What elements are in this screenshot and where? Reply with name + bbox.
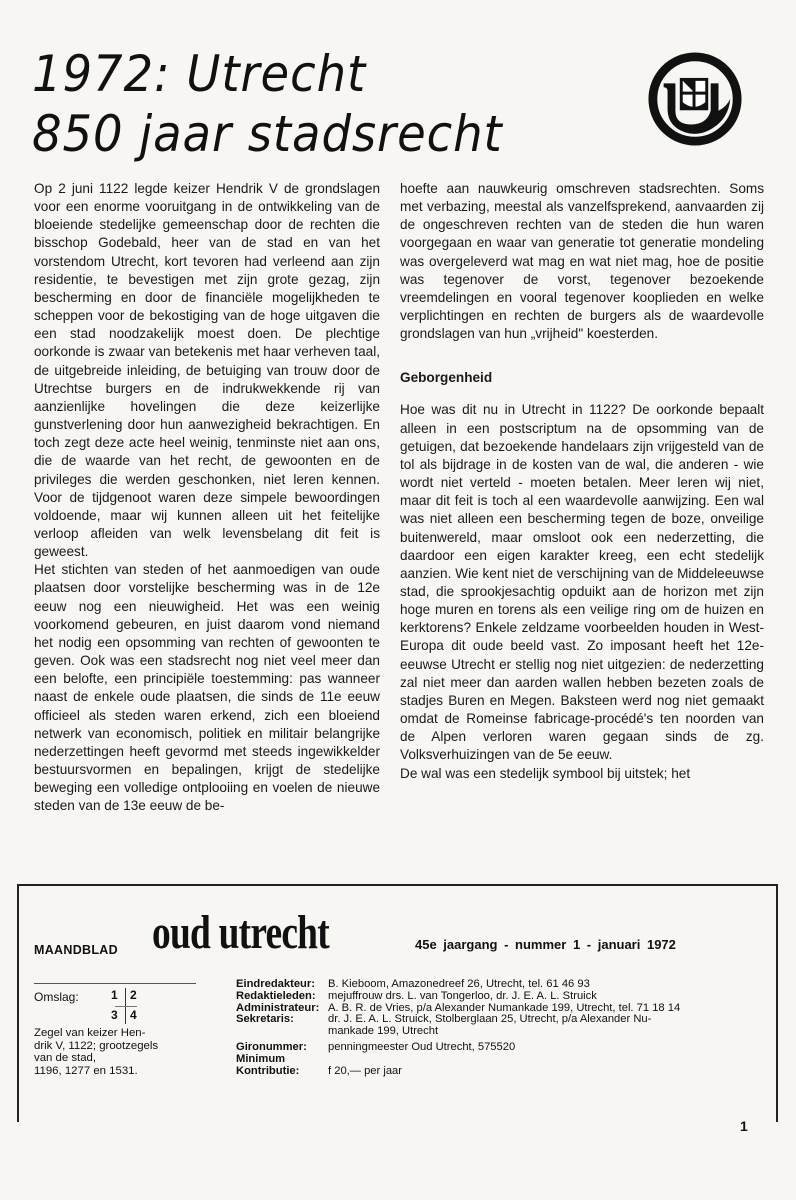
cover-grid-cell: 3 xyxy=(111,1008,118,1022)
caption-line: van de stad, xyxy=(34,1052,97,1064)
colophon-key: Redaktieleden: xyxy=(236,989,316,1002)
cover-grid-cell: 4 xyxy=(130,1008,137,1022)
caption-line: 1196, 1277 en 1531. xyxy=(34,1064,138,1077)
colophon xyxy=(236,979,778,1077)
colophon-value: dr. J. E. A. L. Struick, Stolberglaan 25, Utrecht, p/a Alexander Nu- xyxy=(328,1013,652,1026)
page-title xyxy=(32,44,503,164)
colophon-value: mankade 199, Utrecht xyxy=(328,1025,439,1038)
title-line-1: 1972: Utrecht xyxy=(32,45,367,103)
colophon-row xyxy=(236,1054,778,1066)
page-number: 1 xyxy=(740,1118,748,1134)
article-paragraph: Op 2 juni 1122 legde keizer Hendrik V de grondslagen voor een enorme vooruitgang in de ontwikkeling van de bloeiende stedelijke gemeenschap door de rechten die bisschop Godebald, heer van de stad en van het vorstendom Utrecht, kort tevoren had verleend aan zijn residentie, te bevestigen met zijn grote gezag, zijn bescherming en door de financiële mogelijkheden te scheppen voor de bekostiging van de hoge uitgaven die een stad noodzakelijk moest doen. De plechtige oorkonde is zwaar van betekenis met haar verheven taal, de uitgebreide inleiding, de betuiging van trouw door de Utrechtse burgers en de indrukwekkende rij van aanzienlijke hovelingen die deze keizerlijke gunstverlening door hun aanwezigheid bekrachtigen. En toch zegt deze acte heel weinig, tenminste niet aan ons, die de waarde van het recht, de gewoonten en de privileges die werden geschonken, niet leren kennen. Voor de tijdgenoot waren deze simpele bewoordingen voldoende, maar wij kunnen alleen uit het feitelijke verloop afleiden van welk levensbelang dit feit is geweest. xyxy=(34,181,380,560)
colophon-key: Administrateur: xyxy=(236,1001,320,1014)
colophon-key: Minimum xyxy=(236,1052,286,1065)
masthead-prefix: MAANDBLAD xyxy=(34,943,118,957)
section-heading: Geborgenheid xyxy=(400,370,493,386)
article-paragraph: Het stichten van steden of het aanmoedigen van oude plaatsen door vorstelijke bescherming was in de 12e eeuw nog een nieuwigheid. Het was een weinig voorkomend gebeuren, en juist daarom vond niemand het nodig een opsomming van rechten of gewoonten te geven. Ook was een stadsrecht nog niet veel meer dan een belofte, een principiële toestemming: pas wanneer naast de enkele oude plaatsen, die sinds de 11e eeuw officieel als steden waren erkend, zich een bloeiend netwerk van economisch, politiek en militair belangrijke nederzettingen heeft gevormd met steeds ingewikkelder bestuursvormen en bepalingen, krijgt de stedelijke beweging een volledige ontplooiing en voelen de nieuwe steden van de 13e eeuw de be- xyxy=(34,562,380,814)
colophon-value: B. Kieboom, Amazonedreef 26, Utrecht, tel. 61 46 93 xyxy=(328,978,590,990)
oud-utrecht-emblem-icon xyxy=(646,50,744,148)
article-column-left xyxy=(34,180,380,815)
cover-grid-cell: 2 xyxy=(130,988,137,1002)
colophon-value: penningmeester Oud Utrecht, 575520 xyxy=(328,1040,516,1053)
colophon-key xyxy=(236,1026,328,1038)
colophon-row xyxy=(236,1042,778,1054)
colophon-row xyxy=(236,1066,778,1078)
cover-grid xyxy=(107,988,147,1024)
grid-divider xyxy=(115,1006,137,1007)
colophon-row xyxy=(236,1014,778,1026)
colophon-key: Gironummer: xyxy=(236,1040,307,1053)
colophon-key: Sekretaris: xyxy=(236,1013,294,1026)
colophon-value: A. B. R. de Vries, p/a Alexander Numankade 199, Utrecht, tel. 71 18 14 xyxy=(328,1001,681,1014)
article-paragraph: Hoe was dit nu in Utrecht in 1122? De oorkonde bepaalt alleen in een postscriptum na de opsomming van de getuigen, dat bezoekende handelaars zijn vrijgesteld van de tol als bijdrage in de kosten van de wal, die anderen - wie wordt niet verteld - moeten betalen. Meer leren wij niet, maar dit feit is toch al een waardevolle aanwijzing. Een wal was niet alleen een bescherming tegen de boze, onveilige buitenwereld, maar omsloot ook een nederzetting, die daardoor een eigen karakter kreeg, een echt stedelijk aanzien. Wie kent niet de verschijning van de Middeleeuwse stad, die sprookjesachtig opduikt aan de horizon met zijn hoge muren en torens als een veilige ring om de huizen en kerktorens? Enkele zeldzame voorbeelden houden in West-Europa dit oude beeld vast. Zo imposant heeft het 12e-eeuwse Utrecht er stellig nog niet uitgezien: de nederzetting zal niet meer dan aarden wallen hebben bezeten zoals de stadjes Buren en Megen. Baksteen werd nog niet gemaakt omdat de Romeinse fabricage-procédé's ten noorden van de Alpen verloren waren gegaan sinds de zg. Volksverhuizingen van de 5e eeuw. xyxy=(400,402,764,763)
caption-line: drik V, 1122; grootzegels xyxy=(34,1039,159,1052)
article-paragraph: De wal was een stedelijk symbool bij uitstek; het xyxy=(400,765,691,781)
colophon-key: Kontributie: xyxy=(236,1064,300,1077)
masthead-border-left xyxy=(17,884,19,1122)
cover-grid-cell: 1 xyxy=(111,988,118,1002)
colophon-value: f 20,— per jaar xyxy=(328,1064,402,1077)
colophon-row xyxy=(236,1026,778,1038)
cover-label: Omslag: xyxy=(34,990,79,1004)
cover-caption xyxy=(34,1027,209,1077)
colophon-value xyxy=(328,1054,778,1066)
article-paragraph: hoefte aan nauwkeurig omschreven stadsrechten. Soms met verbazing, meestal als vanzelfsprekend, aanvaarden zij de ongeschreven rechten van de steden die hun waren voorgegaan en waar van generatie tot generatie mondeling was overgeleverd wat mag en wat niet mag, hoe de positie was tegenover de vorst, tegenover bezoekende vreemdelingen en vooral tegenover kooplieden en welke verplichtingen en rechten de burgers als de waardevolle grondslagen van hun „vrijheid" koesterden. xyxy=(400,181,764,342)
divider xyxy=(34,983,196,984)
masthead-logo-text: oud utrecht xyxy=(152,906,329,959)
issue-info: 45e jaargang - nummer 1 - januari 1972 xyxy=(415,937,676,952)
colophon-key: Eindredakteur: xyxy=(236,978,315,990)
masthead-border-top xyxy=(17,884,777,886)
caption-line: Zegel van keizer Hen- xyxy=(34,1027,146,1039)
colophon-value: mejuffrouw drs. L. van Tongerloo, dr. J. E. A. L. Struick xyxy=(328,989,597,1002)
article-column-right xyxy=(400,180,764,783)
colophon-row xyxy=(236,991,778,1003)
title-line-2: 850 jaar stadsrecht xyxy=(32,105,503,163)
